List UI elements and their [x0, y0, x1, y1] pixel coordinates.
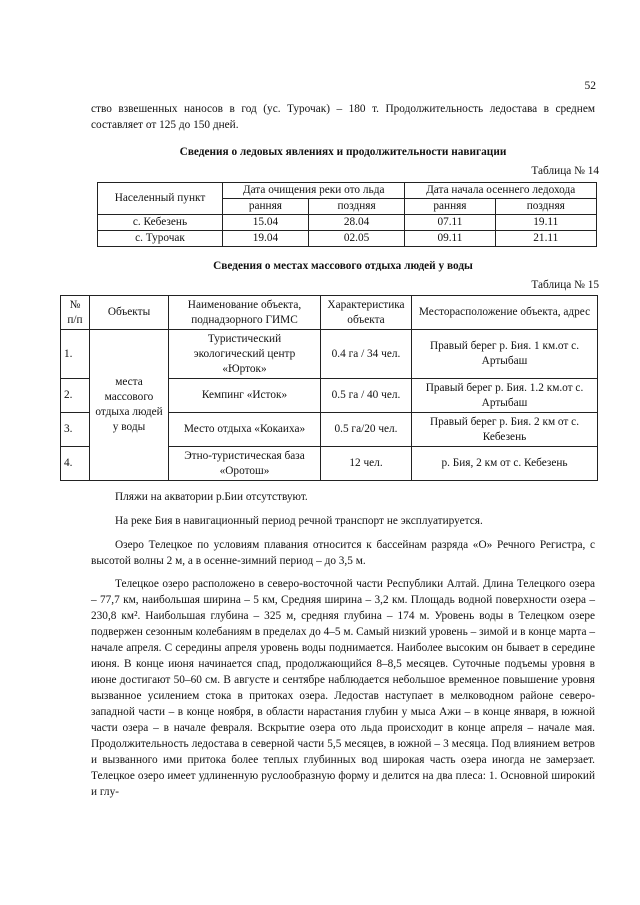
cell-characteristic: 0.5 га / 40 чел.: [321, 379, 412, 413]
col-settlement: Населенный пункт: [98, 183, 223, 215]
table-row: [98, 215, 597, 231]
sub-early: ранняя: [405, 199, 495, 215]
cell-number: 3.: [61, 413, 90, 447]
ice-table-heading: Сведения о ледовых явлениях и продолжительности навигации: [179, 146, 507, 158]
cell-characteristic: 12 чел.: [321, 447, 412, 481]
sub-late: поздняя: [308, 199, 405, 215]
cell-object-name: Кемпинг «Исток»: [169, 379, 321, 413]
cell-clear-late: 28.04: [308, 215, 405, 231]
cell-clear-late: 02.05: [308, 231, 405, 247]
cell-freeze-late: 21.11: [495, 231, 596, 247]
col-object-name: Наименование объекта, поднадзорного ГИМС: [169, 296, 321, 330]
ice-table: [97, 182, 597, 247]
cell-clear-early: 15.04: [223, 215, 309, 231]
cell-characteristic: 0.4 га / 34 чел.: [321, 330, 412, 379]
table-row: [61, 330, 598, 379]
col-number: № п/п: [61, 296, 90, 330]
cell-number: 4.: [61, 447, 90, 481]
col-clearing-date: Дата очищения реки ото льда: [223, 183, 405, 199]
cell-characteristic: 0.5 га/20 чел.: [321, 413, 412, 447]
cell-freeze-early: 07.11: [405, 215, 495, 231]
cell-location: Правый берег р. Бия. 1.2 км.от с. Артыбаш: [412, 379, 598, 413]
sub-late: поздняя: [495, 199, 596, 215]
cell-clear-early: 19.04: [223, 231, 309, 247]
teletskoye-class-paragraph: Озеро Телецкое по условиям плавания относится к бассейнам разряда «О» Речного Регистра, с высотой волны 2 м, а в осенне-зимний период – до 3,5 м.: [91, 539, 595, 567]
cell-location: р. Бия, 2 км от с. Кебезень: [412, 447, 598, 481]
cell-object-name: Место отдыха «Кокаиха»: [169, 413, 321, 447]
cell-freeze-late: 19.11: [495, 215, 596, 231]
cell-number: 1.: [61, 330, 90, 379]
cell-location: Правый берег р. Бия. 1 км.от с. Артыбаш: [412, 330, 598, 379]
col-objects: Объекты: [90, 296, 169, 330]
sub-early: ранняя: [223, 199, 309, 215]
cell-object-name: Туристический экологический центр «Юрток»: [169, 330, 321, 379]
intro-paragraph: ство взвешенных наносов в год (ус. Турочак) – 180 т. Продолжительность ледостава в среднем составляет от 125 до 150 дней.: [91, 103, 595, 131]
ice-table-caption: Таблица № 14: [531, 165, 599, 177]
cell-freeze-early: 09.11: [405, 231, 495, 247]
page-number: 52: [584, 80, 596, 92]
table-row: [98, 231, 597, 247]
cell-location: Правый берег р. Бия. 2 км от с. Кебезень: [412, 413, 598, 447]
transport-paragraph: На реке Бия в навигационный период речной транспорт не эксплуатируется.: [115, 515, 483, 527]
recreation-table: [60, 295, 598, 481]
cell-place: с. Турочак: [98, 231, 223, 247]
col-characteristic: Характеристика объекта: [321, 296, 412, 330]
recreation-table-heading: Сведения о местах массового отдыха людей у воды: [213, 260, 473, 272]
col-freeze-date: Дата начала осеннего ледохода: [405, 183, 597, 199]
teletskoye-description-paragraph: Телецкое озеро расположено в северо-восточной части Республики Алтай. Длина Телецкого озера – 77,7 км, наибольшая ширина – 5 км, Средняя ширина – 3,2 км. Площадь водной поверхности озера – 230,8 км². Наибольшая глубина – 325 м, средняя глубина – 174 м. Уровень воды в Телецком озере подвержен сезонным колебаниям в пределах до 4–5 м. Самый низкий уровень – зимой и в конце марта – начале апреля. С середины апреля уровень воды поднимается. Наиболее высоким он бывает в середине июня. В конце июня начинается спад, продолжающийся 8–8,5 месяцев. Суточные подъемы уровня в июне достигают 50–60 см. В августе и сентябре наблюдается небольшое временное повышение уровня вызванное усилением стока в притоках озера. Ледостав наступает в мелководном районе северо-западной части – в конце ноября, в области нарастания глубин у мыса Ажи – в конце января, в южной части озера – в начале февраля. Вскрытие озера ото льда происходит в конце апреля – начале мая. Продолжительность ледостава в северной части 5,5 месяцев, в южной – 3 месяца. Под влиянием ветров и вызванного ими притока более теплых глубинных вод широкая часть озера иногда не замерзает. Телецкое озеро имеет удлиненную руслообразную форму и делится на два плеса: 1. Основной широкий и глу-: [91, 578, 595, 798]
cell-place: с. Кебезень: [98, 215, 223, 231]
col-location: Месторасположение объекта, адрес: [412, 296, 598, 330]
cell-objects: места массового отдыха людей у воды: [90, 330, 169, 481]
cell-object-name: Этно-туристическая база «Оротош»: [169, 447, 321, 481]
cell-number: 2.: [61, 379, 90, 413]
beaches-paragraph: Пляжи на акватории р.Бии отсутствуют.: [115, 491, 308, 503]
recreation-table-caption: Таблица № 15: [531, 279, 599, 291]
